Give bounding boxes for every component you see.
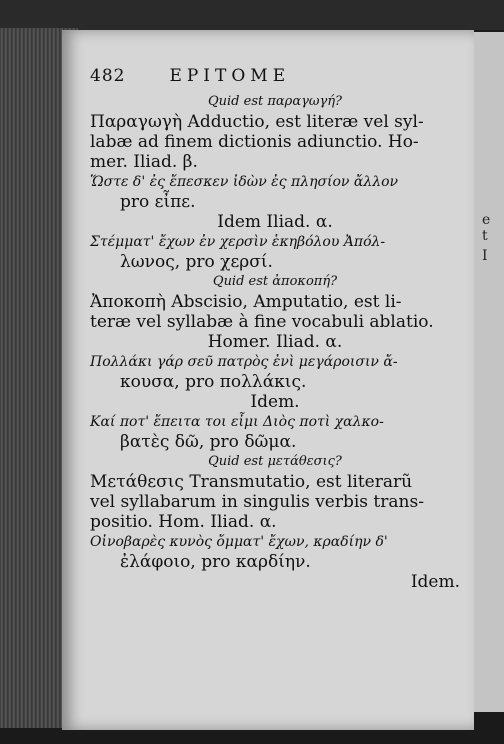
text-line: κουσα, pro πολλάκις. <box>120 372 307 392</box>
facing-page-fragment: e <box>482 212 491 228</box>
facing-page-edge <box>474 32 504 712</box>
running-header <box>90 66 460 86</box>
text-line: Οἰνοβαρὲς κυνὸς ὄμματ' ἔχων, κραδίην δ' <box>90 534 388 550</box>
text-line: mer. Iliad. β. <box>90 152 198 172</box>
text-line: Πολλάκι γάρ σεῦ πατρὸς ἐνὶ μεγάροισιν ἄ- <box>90 354 398 370</box>
text-line: Idem. <box>410 572 460 592</box>
facing-page-fragment: t <box>482 228 488 244</box>
text-line: Μετάθεσις Transmutatio, est literarũ <box>90 472 413 492</box>
page-text <box>90 66 460 592</box>
text-line: teræ vel syllabæ à fine vocabuli ablatio. <box>90 312 434 332</box>
text-line: λωνος, pro χερσί. <box>120 252 273 272</box>
text-line: Quid est μετάθεσις? <box>208 454 342 469</box>
text-line: labæ ad finem dictionis adiunctio. Ho- <box>90 132 419 152</box>
text-line: pro εἶπε. <box>120 192 196 212</box>
text-line: Καί ποτ' ἔπειτα τοι εἶμι Διὸς ποτὶ χαλκο- <box>90 414 384 430</box>
text-line: ἐλάφοιο, pro καρδίην. <box>120 552 311 572</box>
facing-page-fragment: I <box>482 248 488 264</box>
text-line: Idem Iliad. α. <box>217 212 333 232</box>
text-line: Quid est ἀποκοπή? <box>212 274 338 289</box>
text-line: Στέμματ' ἔχων ἐν χερσὶν ἑκηβόλου Ἀπόλ- <box>90 234 386 250</box>
text-line: vel syllabarum in singulis verbis trans- <box>90 492 424 512</box>
text-line: Ὥστε δ' ἐς ἔπεσκεν ἰδὼν ἐς πλησίον ἄλλον <box>90 174 399 190</box>
text-lines <box>90 92 460 592</box>
text-line: Παραγωγὴ Adductio, est literæ vel syl- <box>90 112 424 132</box>
text-line: Ἀποκοπὴ Abscisio, Amputatio, est li- <box>90 292 402 312</box>
text-line: Idem. <box>250 392 300 412</box>
text-line: βατὲς δῶ, pro δῶμα. <box>120 432 297 452</box>
text-line: Homer. Iliad. α. <box>207 332 343 352</box>
running-title: EPITOME <box>169 66 291 86</box>
text-line: positio. Hom. Iliad. α. <box>90 512 277 532</box>
text-line: Quid est παραγωγή? <box>207 94 342 109</box>
book-top-shadow <box>0 0 504 30</box>
page-number: 482 <box>90 66 126 86</box>
